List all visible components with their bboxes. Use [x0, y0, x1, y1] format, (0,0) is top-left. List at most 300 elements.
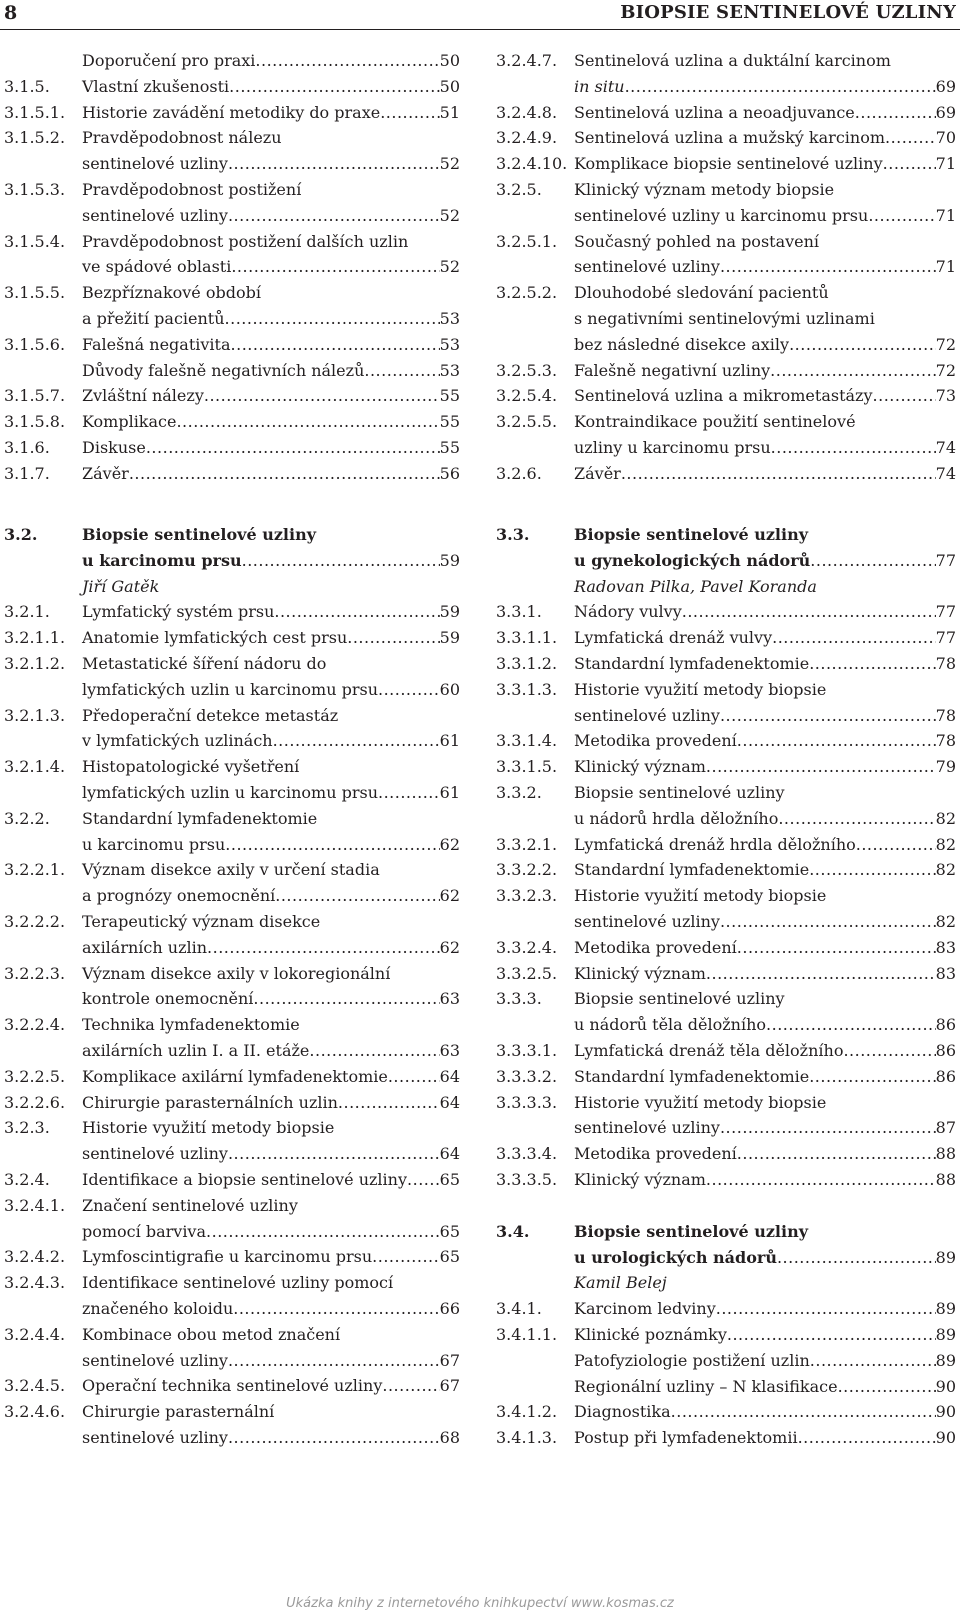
toc-entry[interactable]	[496, 522, 956, 574]
toc-entry-line: u urologických nádorů ..... 89	[574, 1245, 956, 1271]
toc-page-number: 51	[439, 102, 460, 122]
toc-entry-line: Pravděpodobnost nálezu	[82, 128, 282, 148]
toc-entry-title	[82, 74, 460, 100]
toc-page-number: 89	[935, 1299, 956, 1319]
toc-entry[interactable]	[496, 961, 956, 987]
toc-entry-line: Biopsie sentinelové uzliny	[574, 525, 808, 544]
toc-entry-number: 3.2.5.5.	[496, 412, 558, 432]
toc-entry[interactable]	[4, 229, 460, 281]
toc-entry-line: sentinelové uzliny ..... 64	[82, 1141, 460, 1167]
dot-leader	[868, 203, 935, 229]
toc-entry-title	[82, 909, 460, 961]
toc-page-number: 62	[439, 937, 460, 957]
toc-entry-number: 3.3.	[496, 525, 530, 544]
toc-page-number: 52	[439, 205, 460, 225]
toc-entry-line: ve spádové oblasti ..... 52	[82, 254, 460, 280]
toc-page-number: 55	[439, 437, 460, 457]
toc-author	[496, 574, 956, 600]
dot-leader	[273, 728, 440, 754]
toc-page-number: 65	[439, 1169, 460, 1189]
toc-entry-title	[82, 1244, 460, 1270]
dot-leader	[737, 1141, 936, 1167]
toc-entry[interactable]	[496, 229, 956, 281]
toc-entry-title	[82, 1115, 460, 1167]
toc-entry-title	[574, 1141, 956, 1167]
toc-entry-line: Lymfoscintigrafie u karcinomu prsu ..... 65	[82, 1244, 460, 1270]
toc-entry-title	[574, 651, 956, 677]
toc-entry-line: kontrole onemocnění ..... 63	[82, 986, 460, 1012]
toc-entry-title	[574, 1219, 956, 1271]
toc-entry[interactable]	[496, 280, 956, 357]
toc-entry[interactable]	[4, 125, 460, 177]
toc-entry[interactable]	[496, 780, 956, 832]
dot-leader	[364, 358, 439, 384]
toc-entry-line: Histopatologické vyšetření	[82, 757, 300, 777]
toc-entry-title	[82, 651, 460, 703]
toc-entry[interactable]	[496, 409, 956, 461]
dot-leader	[771, 435, 936, 461]
toc-entry-number: 3.3.1.	[496, 602, 542, 622]
toc-entry-title	[82, 48, 460, 74]
toc-entry[interactable]	[496, 125, 956, 151]
toc-entry-number	[4, 358, 82, 384]
toc-entry[interactable]	[496, 1141, 956, 1167]
toc-entry[interactable]	[496, 677, 956, 729]
toc-entry-line: Radovan Pilka, Pavel Koranda	[574, 576, 817, 596]
toc-entry-number	[4, 574, 82, 600]
toc-entry[interactable]	[4, 754, 460, 806]
toc-entry[interactable]	[4, 435, 460, 461]
toc-entry-line: u nádorů hrdla děložního ..... 82	[574, 806, 956, 832]
dot-leader	[225, 832, 439, 858]
toc-entry[interactable]	[4, 177, 460, 229]
toc-page-number: 73	[935, 386, 956, 406]
toc-page-number: 64	[439, 1066, 460, 1086]
toc-entry-line: Standardní lymfadenektomie ..... 86	[574, 1064, 956, 1090]
toc-entry-line: Komplikace axilární lymfadenektomie ..... 64	[82, 1064, 460, 1090]
toc-entry-number: 3.3.1.3.	[496, 679, 558, 699]
dot-leader	[129, 461, 440, 487]
toc-entry[interactable]	[496, 48, 956, 100]
dot-leader	[810, 1348, 936, 1374]
dot-leader	[233, 1296, 439, 1322]
toc-page-number: 69	[935, 76, 956, 96]
toc-page-number: 50	[439, 76, 460, 96]
dot-leader	[777, 1245, 936, 1271]
toc-entry-title	[574, 677, 956, 729]
toc-entry[interactable]	[496, 935, 956, 961]
dot-leader	[720, 703, 936, 729]
toc-entry-line: Operační technika sentinelové uzliny ..... 67	[82, 1373, 460, 1399]
toc-entry-number: 3.1.5.	[4, 76, 50, 96]
toc-page-number: 86	[935, 1015, 956, 1035]
dot-leader	[228, 151, 440, 177]
dot-leader	[789, 332, 936, 358]
toc-entry-line: a prognózy onemocnění ..... 62	[82, 883, 460, 909]
toc-entry-number: 3.2.2.3.	[4, 963, 66, 983]
dot-leader	[207, 935, 440, 961]
toc-entry-line: Standardní lymfadenektomie ..... 82	[574, 857, 956, 883]
toc-entry-title	[574, 832, 956, 858]
toc-entry[interactable]	[496, 383, 956, 409]
toc-entry-title	[82, 522, 460, 574]
toc-page-number: 90	[935, 1428, 956, 1448]
toc-entry-title	[82, 280, 460, 332]
toc-entry[interactable]	[4, 806, 460, 858]
toc-entry-line: sentinelové uzliny ..... 78	[574, 703, 956, 729]
toc-entry-line: Identifikace sentinelové uzliny pomocí	[82, 1273, 394, 1293]
toc-entry-line: axilárních uzlin ..... 62	[82, 935, 460, 961]
toc-entry-line: sentinelové uzliny ..... 71	[574, 254, 956, 280]
toc-entry-number: 3.3.2.	[496, 782, 542, 802]
dot-leader	[809, 1064, 935, 1090]
toc-entry-line: Význam disekce axily v lokoregionální	[82, 963, 391, 983]
toc-entry[interactable]	[496, 651, 956, 677]
dot-leader	[706, 961, 936, 987]
toc-entry-title	[574, 728, 956, 754]
toc-entry-line: Postup při lymfadenektomii ..... 90	[574, 1425, 956, 1451]
toc-entry-line: pomocí barviva ..... 65	[82, 1219, 460, 1245]
dot-leader	[809, 857, 935, 883]
toc-entry-line: Nádory vulvy ..... 77	[574, 599, 956, 625]
toc-entry-line: uzliny u karcinomu prsu ..... 74	[574, 435, 956, 461]
toc-entry-number: 3.1.5.5.	[4, 283, 66, 303]
toc-page-number: 52	[439, 257, 460, 277]
toc-entry-number	[496, 1374, 574, 1400]
toc-entry-title	[574, 358, 956, 384]
dot-leader	[253, 986, 439, 1012]
toc-entry[interactable]	[4, 383, 460, 409]
toc-page-number: 72	[935, 360, 956, 380]
toc-entry[interactable]	[4, 1167, 460, 1193]
toc-entry-line: Značení sentinelové uzliny	[82, 1195, 298, 1215]
toc-page-number: 89	[935, 1324, 956, 1344]
toc-entry-number: 3.2.4.7.	[496, 51, 558, 70]
toc-entry-number: 3.3.3.5.	[496, 1169, 558, 1189]
toc-entry-title	[574, 1425, 956, 1451]
toc-entry[interactable]	[496, 599, 956, 625]
toc-entry-title	[82, 435, 460, 461]
toc-entry-number: 3.1.7.	[4, 463, 50, 483]
toc-page-number: 53	[439, 334, 460, 354]
toc-entry-number	[496, 1270, 574, 1296]
watermark-footer: Ukázka knihy z internetového knihkupectví www.kosmas.cz	[286, 1596, 674, 1611]
dot-leader	[204, 383, 440, 409]
toc-entry[interactable]	[4, 909, 460, 961]
dot-leader	[720, 1115, 936, 1141]
dot-leader	[706, 1167, 936, 1193]
toc-entry-line: Falešně negativní uzliny ..... 72	[574, 358, 956, 384]
toc-entry[interactable]	[496, 832, 956, 858]
toc-entry-number: 3.3.2.4.	[496, 937, 558, 957]
toc-entry-title	[82, 857, 460, 909]
toc-entry[interactable]	[4, 1322, 460, 1374]
toc-page-number: 74	[935, 437, 956, 457]
dot-leader	[671, 1399, 936, 1425]
toc-entry-line: u karcinomu prsu ..... 62	[82, 832, 460, 858]
toc-entry-number: 3.1.5.3.	[4, 179, 66, 199]
running-title: BIOPSIE SENTINELOVÉ UZLINY	[620, 2, 956, 23]
toc-entry-number: 3.3.1.5.	[496, 757, 558, 777]
toc-entry[interactable]	[496, 1322, 956, 1348]
toc-entry-title	[574, 1167, 956, 1193]
toc-column-bottom-right	[496, 522, 956, 1451]
toc-entry-line: Doporučení pro praxi ..... 50	[82, 48, 460, 74]
dot-leader	[856, 832, 936, 858]
toc-entry-line: Metastatické šíření nádoru do	[82, 653, 327, 673]
toc-entry-number: 3.2.4.3.	[4, 1273, 66, 1293]
toc-entry[interactable]	[496, 1296, 956, 1322]
toc-entry-line: Závěr ..... 74	[574, 461, 956, 487]
toc-entry-line: Chirurgie parasternální	[82, 1402, 275, 1422]
dot-leader	[885, 125, 936, 151]
toc-entry-line: Bezpříznakové období	[82, 283, 261, 303]
toc-page-number: 65	[439, 1247, 460, 1267]
dot-leader	[855, 100, 936, 126]
toc-entry-title	[574, 780, 956, 832]
toc-page-number: 59	[439, 628, 460, 648]
toc-entry[interactable]	[496, 1219, 956, 1271]
toc-entry[interactable]	[4, 961, 460, 1013]
toc-entry-line: in situ ..... 69	[574, 74, 956, 100]
toc-entry[interactable]	[4, 1373, 460, 1399]
toc-entry[interactable]	[4, 651, 460, 703]
toc-page-number: 61	[439, 782, 460, 802]
toc-entry-number: 3.3.3.2.	[496, 1066, 558, 1086]
toc-entry[interactable]	[4, 857, 460, 909]
toc-entry[interactable]	[496, 1374, 956, 1400]
toc-entry-number: 3.3.3.1.	[496, 1040, 558, 1060]
toc-entry[interactable]	[496, 1064, 956, 1090]
toc-entry-title	[574, 1348, 956, 1374]
toc-entry-number: 3.2.5.	[496, 179, 542, 199]
toc-author	[496, 1270, 956, 1296]
toc-entry[interactable]	[496, 1425, 956, 1451]
toc-page-number: 87	[935, 1118, 956, 1138]
toc-entry-number	[496, 574, 574, 600]
toc-entry-line: axilárních uzlin I. a II. etáže ..... 63	[82, 1038, 460, 1064]
dot-leader	[883, 151, 936, 177]
dot-leader	[727, 1322, 936, 1348]
toc-entry[interactable]	[4, 1012, 460, 1064]
toc-entry[interactable]	[4, 703, 460, 755]
toc-entry[interactable]	[4, 599, 460, 625]
toc-page-number: 68	[439, 1427, 460, 1447]
dot-leader	[407, 1167, 440, 1193]
toc-entry[interactable]	[4, 522, 460, 574]
toc-entry-number: 3.4.1.3.	[496, 1428, 558, 1448]
toc-entry[interactable]	[496, 1348, 956, 1374]
toc-entry[interactable]	[4, 1064, 460, 1090]
dot-leader	[231, 332, 440, 358]
dot-leader	[309, 1038, 439, 1064]
toc-entry[interactable]	[496, 1038, 956, 1064]
dot-leader	[770, 358, 935, 384]
toc-page-number: 82	[935, 834, 956, 854]
toc-page-number: 60	[439, 679, 460, 699]
toc-entry[interactable]	[4, 625, 460, 651]
toc-page-number: 77	[935, 550, 956, 570]
toc-page-number: 74	[935, 463, 956, 483]
toc-entry-line: Historie využití metody biopsie	[574, 679, 827, 699]
toc-entry-line: sentinelové uzliny ..... 68	[82, 1425, 460, 1451]
toc-entry-line: Současný pohled na postavení	[574, 231, 820, 251]
toc-entry-line: a přežití pacientů ..... 53	[82, 306, 460, 332]
dot-leader	[380, 100, 439, 126]
toc-entry[interactable]	[496, 461, 956, 487]
toc-entry-line: Historie využití metody biopsie	[82, 1118, 335, 1138]
dot-leader	[228, 203, 440, 229]
toc-page-number: 55	[439, 412, 460, 432]
toc-entry-line: Zvláštní nálezy ..... 55	[82, 383, 460, 409]
toc-page-number: 88	[935, 1144, 956, 1164]
toc-entry[interactable]	[496, 100, 956, 126]
toc-page-number: 82	[935, 860, 956, 880]
toc-entry[interactable]	[496, 754, 956, 780]
toc-page-number: 89	[935, 1350, 956, 1370]
toc-entry[interactable]	[496, 151, 956, 177]
toc-entry-number: 3.3.1.4.	[496, 731, 558, 751]
toc-entry-number: 3.2.4.1.	[4, 1195, 66, 1215]
toc-entry[interactable]	[496, 728, 956, 754]
toc-entry-title	[82, 1167, 460, 1193]
toc-entry-number: 3.2.2.	[4, 808, 50, 828]
dot-leader	[228, 1348, 440, 1374]
toc-entry[interactable]	[4, 280, 460, 332]
toc-entry[interactable]	[496, 1090, 956, 1142]
toc-entry[interactable]	[4, 461, 460, 487]
toc-page-number: 88	[935, 1169, 956, 1189]
toc-entry-number: 3.2.1.	[4, 602, 50, 622]
toc-page-number: 63	[439, 1040, 460, 1060]
toc-entry[interactable]	[496, 358, 956, 384]
toc-entry[interactable]	[496, 857, 956, 883]
toc-entry[interactable]	[496, 177, 956, 229]
dot-leader	[720, 254, 936, 280]
dot-leader	[798, 1425, 936, 1451]
toc-entry-title	[82, 383, 460, 409]
toc-entry-line: Karcinom ledviny ..... 89	[574, 1296, 956, 1322]
toc-entry[interactable]	[4, 74, 460, 100]
toc-page-number: 82	[935, 911, 956, 931]
toc-entry-title	[82, 574, 460, 600]
toc-page-number: 71	[935, 257, 956, 277]
toc-entry-title	[82, 599, 460, 625]
dot-leader	[378, 677, 440, 703]
toc-entry-line: u nádorů těla děložního ..... 86	[574, 1012, 956, 1038]
toc-entry-line: Metodika provedení ..... 83	[574, 935, 956, 961]
toc-entry[interactable]	[496, 1167, 956, 1193]
toc-entry[interactable]	[4, 1115, 460, 1167]
toc-entry[interactable]	[4, 1193, 460, 1245]
toc-entry[interactable]	[4, 1244, 460, 1270]
toc-entry-line: Biopsie sentinelové uzliny	[574, 989, 785, 1009]
toc-entry[interactable]	[4, 358, 460, 384]
toc-entry-line: Identifikace a biopsie sentinelové uzliny ..... 65	[82, 1167, 460, 1193]
toc-entry[interactable]	[496, 625, 956, 651]
dot-leader	[682, 599, 936, 625]
toc-entry-line: Lymfatická drenáž těla děložního ..... 86	[574, 1038, 956, 1064]
toc-page-number: 67	[439, 1350, 460, 1370]
toc-entry-title	[574, 754, 956, 780]
dot-leader	[810, 548, 935, 574]
toc-entry-line: u gynekologických nádorů ..... 77	[574, 548, 956, 574]
toc-entry-number: 3.3.1.1.	[496, 628, 558, 648]
dot-leader	[225, 306, 440, 332]
toc-entry-number: 3.2.6.	[496, 463, 542, 483]
section-gap	[496, 1193, 956, 1219]
toc-entry-line: Klinický význam ..... 79	[574, 754, 956, 780]
toc-entry-line: sentinelové uzliny ..... 87	[574, 1115, 956, 1141]
toc-entry-number: 3.3.3.3.	[496, 1092, 558, 1112]
toc-entry-line: Klinické poznámky ..... 89	[574, 1322, 956, 1348]
toc-entry-title	[82, 961, 460, 1013]
dot-leader	[176, 409, 439, 435]
toc-entry[interactable]	[496, 1399, 956, 1425]
toc-entry[interactable]	[4, 1270, 460, 1322]
toc-entry[interactable]	[4, 1399, 460, 1451]
toc-entry-title	[574, 522, 956, 574]
toc-entry-number: 3.4.	[496, 1221, 530, 1241]
toc-entry-title	[574, 961, 956, 987]
dot-leader	[625, 74, 936, 100]
toc-entry-title	[574, 48, 956, 100]
toc-entry-title	[82, 1373, 460, 1399]
toc-entry-line: u karcinomu prsu ..... 59	[82, 548, 460, 574]
toc-entry[interactable]	[4, 332, 460, 358]
toc-entry[interactable]	[4, 48, 460, 74]
toc-entry-line: Vlastní zkušenosti ..... 50	[82, 74, 460, 100]
toc-entry-number: 3.2.4.	[4, 1169, 50, 1189]
toc-entry-title	[82, 332, 460, 358]
dot-leader	[838, 1374, 936, 1400]
toc-entry[interactable]	[496, 986, 956, 1038]
toc-entry-number: 3.2.	[4, 525, 38, 544]
dot-leader	[809, 651, 935, 677]
toc-page-number: 65	[439, 1221, 460, 1241]
toc-entry-line: Sentinelová uzlina a duktální karcinom	[574, 51, 891, 70]
toc-entry-line: Historie zavádění metodiky do praxe ..... 51	[82, 100, 460, 126]
toc-entry-number: 3.3.3.	[496, 989, 542, 1009]
toc-page-number: 79	[935, 757, 956, 777]
dot-leader	[242, 548, 440, 574]
toc-entry-title	[574, 986, 956, 1038]
toc-entry-line: Klinický význam ..... 83	[574, 961, 956, 987]
dot-leader	[347, 625, 439, 651]
toc-page-number: 90	[935, 1402, 956, 1422]
toc-page-number: 83	[935, 937, 956, 957]
toc-entry-number: 3.3.2.5.	[496, 963, 558, 983]
toc-entry-line: Patofyziologie postižení uzlin ..... 89	[574, 1348, 956, 1374]
toc-entry-title	[574, 1399, 956, 1425]
dot-leader	[255, 48, 439, 74]
toc-page-number: 78	[935, 705, 956, 725]
dot-leader	[228, 1141, 440, 1167]
toc-entry[interactable]	[4, 1090, 460, 1116]
toc-entry[interactable]	[496, 883, 956, 935]
toc-entry[interactable]	[4, 100, 460, 126]
toc-entry-number: 3.1.5.1.	[4, 102, 66, 122]
toc-entry-number: 3.1.5.7.	[4, 386, 66, 406]
toc-entry-line: Sentinelová uzlina a mužský karcinom ..... 70	[574, 125, 956, 151]
toc-entry-line: Biopsie sentinelové uzliny	[82, 525, 316, 544]
toc-page-number: 71	[935, 205, 956, 225]
toc-entry[interactable]	[4, 409, 460, 435]
toc-entry-number: 3.2.4.6.	[4, 1402, 66, 1422]
toc-page-number: 83	[935, 963, 956, 983]
dot-leader	[274, 599, 439, 625]
dot-leader	[766, 1012, 936, 1038]
